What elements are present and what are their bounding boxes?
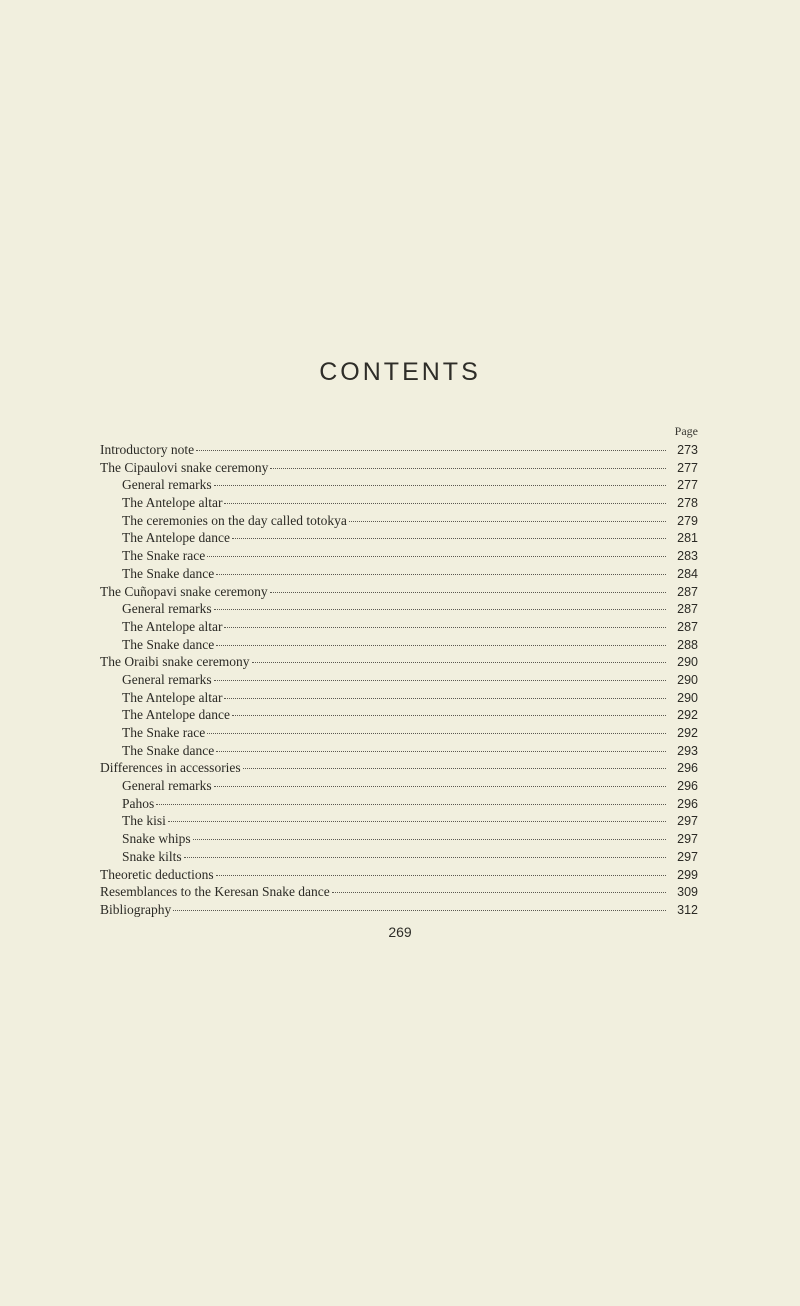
dot-leader [214, 609, 666, 610]
toc-entry [100, 600, 698, 618]
dot-leader [252, 662, 666, 663]
toc-entry-label: General remarks [122, 671, 212, 687]
dot-leader [168, 821, 666, 822]
toc-entry-label: General remarks [122, 778, 212, 794]
toc-entry-page: 292 [677, 726, 698, 740]
toc-entry-label: General remarks [122, 601, 212, 617]
toc-entry-label: The Cuñopavi snake ceremony [100, 583, 268, 599]
toc-entry-page: 297 [677, 832, 698, 847]
toc-entry [100, 689, 698, 707]
dot-leader [224, 503, 666, 504]
toc-entry [100, 583, 698, 601]
dot-leader [232, 715, 666, 716]
toc-entry-page: 292 [677, 708, 698, 723]
toc-entry [100, 565, 698, 583]
toc-entry-page: 279 [677, 513, 698, 528]
toc-entry-label: Introductory note [100, 442, 195, 457]
toc-entry-label: The Snake race [122, 725, 206, 740]
toc-entry-label: Pahos [122, 795, 155, 811]
toc-entry [100, 671, 698, 689]
toc-entry [100, 618, 698, 636]
table-of-contents [100, 441, 698, 919]
toc-entry-page: 296 [677, 761, 698, 776]
toc-entry-page: 299 [677, 867, 698, 882]
dot-leader [173, 910, 666, 911]
toc-entry [100, 459, 698, 477]
toc-entry [100, 476, 698, 494]
toc-entry-label: General remarks [122, 477, 212, 493]
dot-leader [156, 804, 666, 805]
dot-leader [332, 892, 666, 893]
toc-entry-page: 290 [677, 672, 698, 687]
toc-entry-label: The ceremonies on the day called totokya [122, 512, 347, 528]
toc-entry [100, 759, 698, 777]
toc-entry-page: 312 [677, 902, 698, 917]
toc-entry-page: 281 [677, 531, 698, 546]
toc-entry [100, 866, 698, 884]
toc-entry [100, 706, 698, 724]
toc-entry [100, 901, 698, 919]
toc-entry-label: The Snake dance [122, 565, 215, 581]
toc-entry-page: 290 [677, 655, 698, 670]
dot-leader [216, 875, 666, 876]
toc-entry-page: 297 [677, 849, 698, 864]
toc-entry-page: 290 [677, 690, 698, 705]
toc-entry-label: The Snake race [122, 548, 206, 564]
page-column-heading: Page [674, 424, 698, 438]
toc-entry-label: The Antelope altar [122, 618, 223, 634]
toc-entry-label: Resemblances to the Keresan Snake dance [100, 884, 330, 900]
dot-leader [207, 556, 666, 557]
toc-entry-label: The kisi [122, 813, 166, 829]
dot-leader [224, 627, 666, 628]
toc-entry [100, 812, 698, 830]
toc-entry [100, 529, 698, 547]
toc-entry-label: Bibliography [100, 901, 172, 917]
dot-leader [270, 592, 666, 593]
toc-entry-page: 283 [677, 549, 698, 564]
toc-entry-label: The Oraibi snake ceremony [100, 654, 250, 670]
dot-leader [214, 786, 666, 787]
toc-entry [100, 441, 698, 459]
toc-entry-page: 284 [677, 566, 698, 581]
toc-entry [100, 636, 698, 654]
toc-entry-page: 287 [677, 619, 698, 634]
toc-entry [100, 795, 698, 813]
toc-entry-page: 278 [677, 496, 698, 511]
page-number: 269 [388, 924, 412, 940]
toc-entry-label: Theoretic deductions [100, 866, 214, 882]
toc-entry [100, 653, 698, 671]
toc-entry-page: 296 [677, 796, 698, 811]
page-title: CONTENTS [319, 358, 481, 386]
toc-entry-page: 273 [677, 443, 698, 457]
dot-leader [349, 521, 666, 522]
toc-entry-label: Differences in accessories [100, 760, 241, 776]
dot-leader [216, 645, 666, 646]
toc-entry [100, 848, 698, 866]
dot-leader [184, 857, 666, 858]
toc-entry-label: Snake whips [122, 831, 191, 847]
toc-entry-page: 287 [677, 602, 698, 617]
toc-entry-page: 293 [677, 743, 698, 758]
dot-leader [232, 538, 666, 539]
dot-leader [193, 839, 666, 840]
toc-entry-page: 277 [677, 478, 698, 493]
toc-entry-label: The Cipaulovi snake ceremony [100, 459, 269, 475]
toc-entry-label: The Antelope altar [122, 495, 223, 511]
toc-entry-label: The Antelope dance [122, 530, 230, 546]
dot-leader [216, 751, 666, 752]
toc-entry-page: 296 [677, 779, 698, 794]
toc-entry-label: Snake kilts [122, 848, 182, 864]
dot-leader [216, 574, 666, 575]
toc-entry [100, 742, 698, 760]
dot-leader [214, 680, 666, 681]
dot-leader [207, 733, 666, 734]
toc-entry-page: 287 [677, 584, 698, 599]
dot-leader [196, 450, 666, 451]
toc-entry [100, 512, 698, 530]
dot-leader [224, 698, 666, 699]
toc-entry-page: 277 [677, 460, 698, 475]
toc-entry-page: 309 [677, 885, 698, 900]
toc-entry-label: The Snake dance [122, 742, 215, 758]
dot-leader [270, 468, 666, 469]
toc-entry-label: The Antelope dance [122, 707, 230, 723]
dot-leader [214, 485, 666, 486]
dot-leader [243, 768, 666, 769]
toc-entry-label: The Snake dance [122, 636, 215, 652]
toc-entry [100, 883, 698, 901]
toc-entry-page: 288 [677, 637, 698, 652]
toc-entry [100, 830, 698, 848]
toc-entry [100, 547, 698, 565]
toc-entry-label: The Antelope altar [122, 689, 223, 705]
toc-entry-page: 297 [677, 814, 698, 829]
toc-entry [100, 724, 698, 742]
toc-entry [100, 777, 698, 795]
toc-entry [100, 494, 698, 512]
